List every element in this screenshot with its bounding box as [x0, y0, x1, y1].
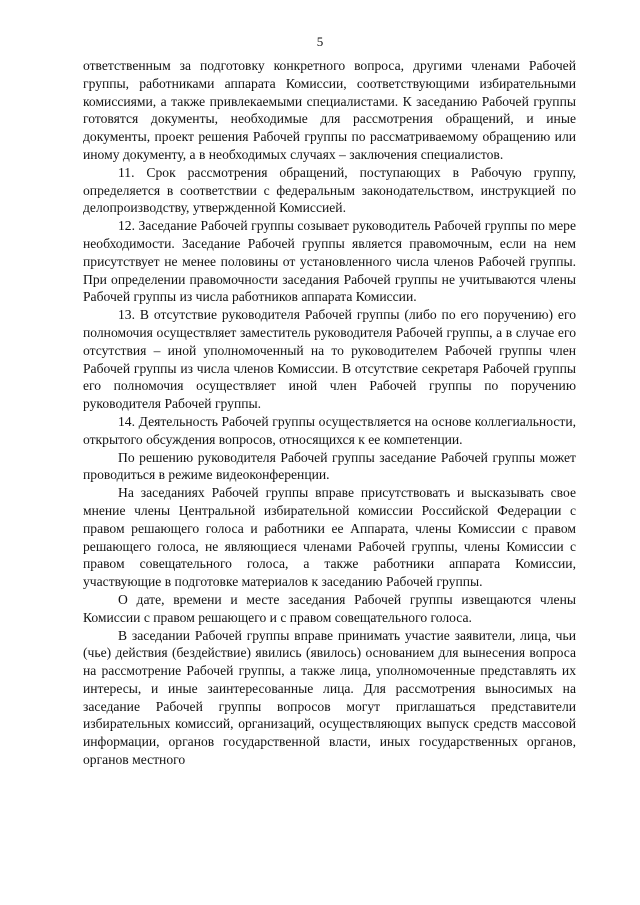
- paragraph-item-11: 11. Срок рассмотрения обращений, поступающих в Рабочую группу, определяется в соответствии с федеральным законодательством, инструкцией по делопроизводству, утвержденной Комиссией.: [83, 164, 576, 216]
- paragraph-attendance-rights: На заседаниях Рабочей группы вправе присутствовать и высказывать свое мнение члены Центральной избирательной комиссии Российской Федерации с правом решающего голоса и работники ее Аппарата, члены Комиссии с правом решающего голоса, не являющиеся членами Рабочей группы, члены Комиссии с правом совещательного голоса, а также работники аппарата Комиссии, участвующие в подготовке материалов к заседанию Рабочей группы.: [83, 485, 576, 590]
- document-body: [83, 57, 576, 769]
- paragraph-notification: О дате, времени и месте заседания Рабочей группы извещаются члены Комиссии с правом решающего и с правом совещательного голоса.: [83, 591, 576, 625]
- page-number: 5: [316, 34, 324, 49]
- paragraph-continuation: ответственным за подготовку конкретного вопроса, другими членами Рабочей группы, работниками аппарата Комиссии, соответствующими избирательными комиссиями, а также привлекаемыми специалистами. К заседанию Рабочей группы готовятся документы, необходимые для рассмотрения обращений, и иные документы, проект решения Рабочей группы по рассматриваемому обращению или иному документу, а в необходимых случаях – заключения специалистов.: [83, 58, 576, 162]
- paragraph-participants: В заседании Рабочей группы вправе принимать участие заявители, лица, чьи (чье) действия (бездействие) явились (явилось) основанием для вынесения вопроса на рассмотрение Рабочей группы, а также лица, уполномоченные представлять их интересы, и иные заинтересованные лица. Для рассмотрения выносимых на заседание Рабочей группы вопросов могут приглашаться представители избирательных комиссий, организаций, осуществляющих выпуск средств массовой информации, органов государственной власти, иных государственных органов, органов местного: [83, 627, 576, 768]
- paragraph-item-12: 12. Заседание Рабочей группы созывает руководитель Рабочей группы по мере необходимости. Заседание Рабочей группы является правомочным, если на нем присутствует не менее половины от установленного числа членов Рабочей группы. При определении правомочности заседания Рабочей группы не учитываются члены Рабочей группы из числа работников аппарата Комиссии.: [83, 218, 576, 305]
- paragraph-item-13: 13. В отсутствие руководителя Рабочей группы (либо по его поручению) его полномочия осуществляет заместитель руководителя Рабочей группы, а в случае его отсутствия – иной уполномоченный на то руководителем Рабочей группы член Рабочей группы из числа членов Комиссии. В отсутствие секретаря Рабочей группы его полномочия осуществляет иной член Рабочей группы по поручению руководителя Рабочей группы.: [83, 307, 576, 412]
- paragraph-item-14: 14. Деятельность Рабочей группы осуществляется на основе коллегиальности, открытого обсуждения вопросов, относящихся к ее компетенции.: [83, 413, 576, 447]
- paragraph-videoconference: По решению руководителя Рабочей группы заседание Рабочей группы может проводиться в режиме видеоконференции.: [83, 449, 576, 483]
